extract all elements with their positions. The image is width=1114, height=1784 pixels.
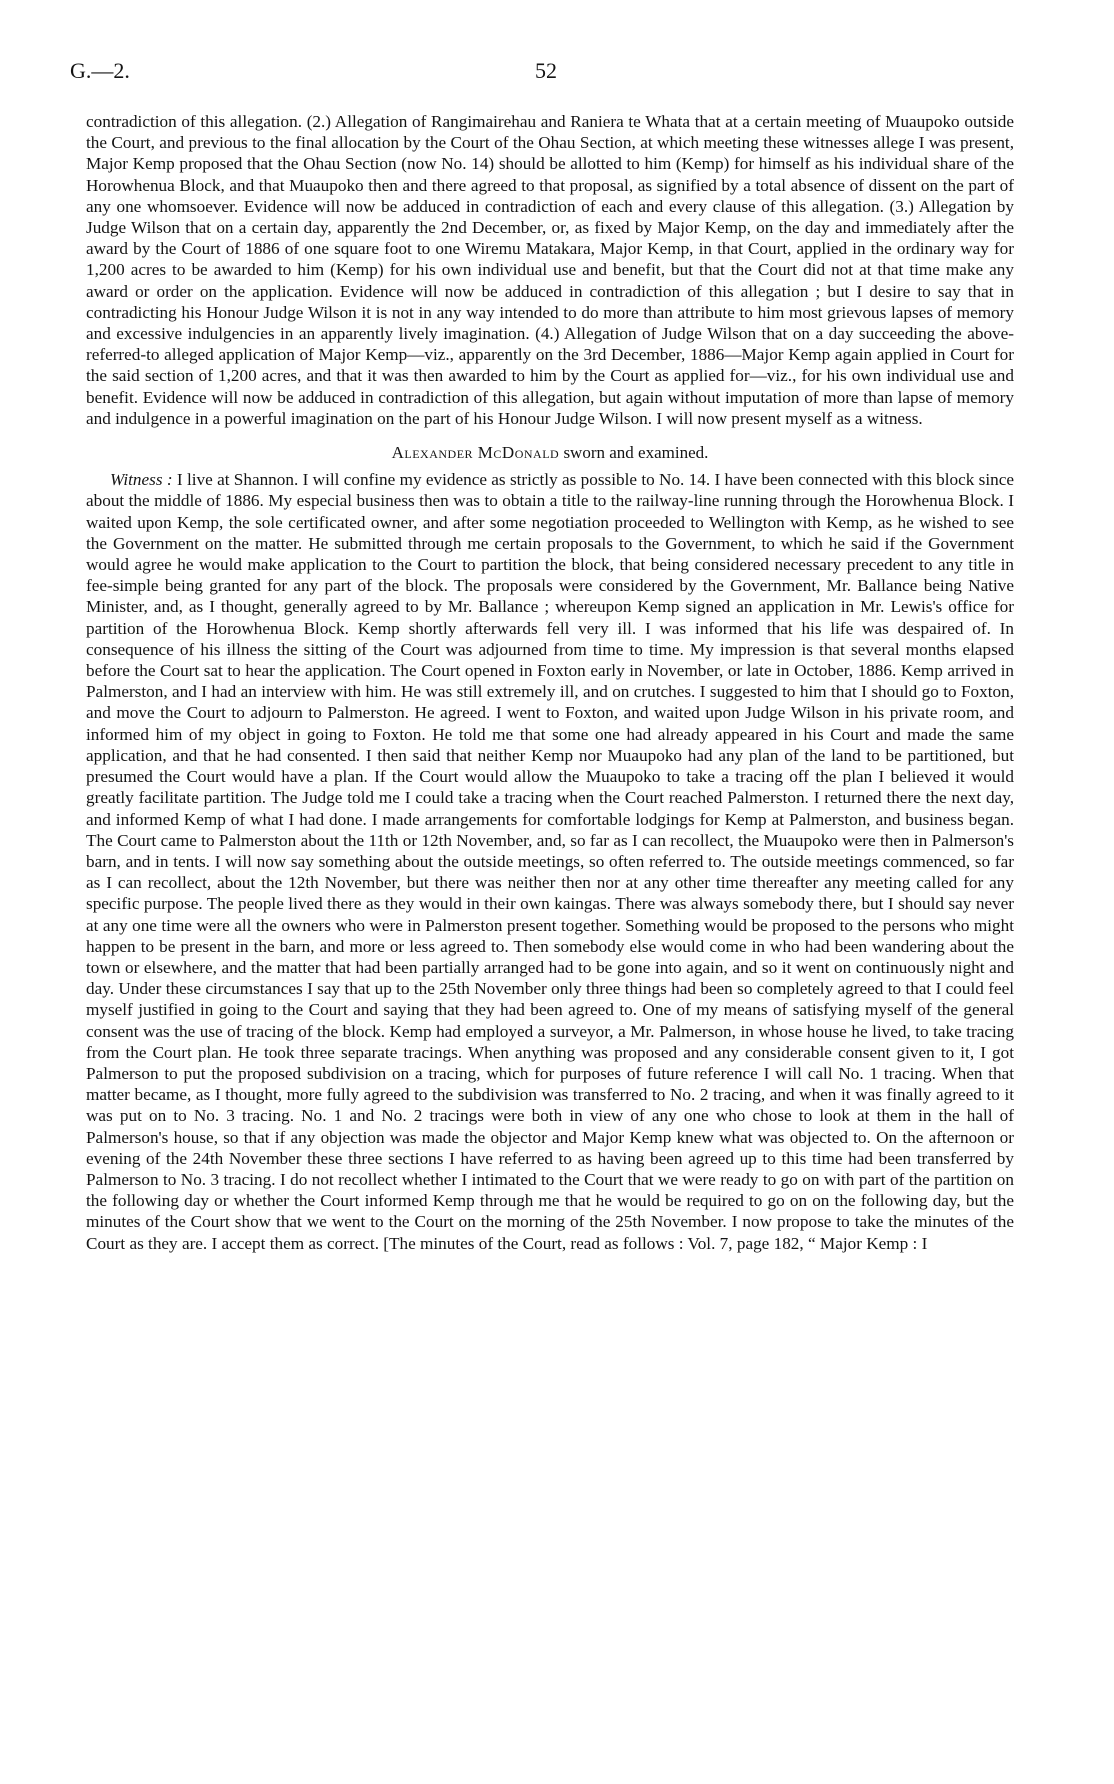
witness-heading-rest: sworn and examined.: [559, 443, 709, 463]
witness-label: Witness :: [110, 470, 173, 490]
witness-heading: [86, 442, 1014, 463]
page-body: [86, 111, 1014, 1254]
parliamentary-paper-ref: G.—2.: [70, 58, 130, 83]
page-number: 52: [535, 58, 557, 83]
witness-testimony: [86, 469, 1014, 1254]
opening-paragraph: contradiction of this allegation. (2.) Allegation of Rangimairehau and Raniera te Whata that at a certain meeting of Muaupoko outside the Court, and previous to the final allocation by the Court of the Ohau Section, at which meeting these witnesses allege I was present, Major Kemp proposed that the Ohau Section (now No. 14) should be allotted to him (Kemp) for himself as his individual share of the Horowhenua Block, and that Muaupoko then and there agreed to that proposal, as signified by a total absence of dissent on the part of any one whomsoever. Evidence will now be adduced in contradiction of each and every clause of this allegation. (3.) Allegation by Judge Wilson that on a certain day, apparently the 2nd December, or, as fixed by Major Kemp, on the day and immediately after the award by the Court of 1886 of one square foot to one Wiremu Matakara, Major Kemp, in that Court, applied in the ordinary way for 1,200 acres to be awarded to him (Kemp) for his own individual use and benefit, but that the Court did not at that time make any award or order on the application. Evidence will now be adduced in contradiction of this allegation ; but I desire to say that in contradicting his Honour Judge Wilson it is not in any way intended to do more than attribute to him most grievous lapses of memory and excessive indulgencies in an apparently lively imagination. (4.) Allegation of Judge Wilson that on a day succeeding the above-referred-to alleged application of Major Kemp—viz., apparently on the 3rd December, 1886—Major Kemp again applied in Court for the said section of 1,200 acres, and that it was then awarded to him by the Court as applied for—viz., for his own individual use and benefit. Evidence will now be adduced in contradiction of this allegation, but again without imputation of more than lapse of memory and indulgence in a powerful imagination on the part of his Honour Judge Wilson. I will now present myself as a witness.: [86, 112, 1014, 428]
witness-name: Alexander McDonald: [391, 443, 560, 463]
page-header: [70, 58, 1010, 88]
witness-testimony-text: I live at Shannon. I will confine my evidence as strictly as possible to No. 14. I have been connected with this block since about the middle of 1886. My especial business then was to obtain a title to the railway-line running through the Horowhenua Block. I waited upon Kemp, the sole certificated owner, and after some negotiation proceeded to Wellington with Kemp, as he wished to see the Government on the matter. He submitted through me certain proposals to the Government, to which he said if the Government would agree he would make application to the Court to partition the block, that being considered necessary precedent to any title in fee-simple being granted for any part of the block. The proposals were considered by the Government, Mr. Ballance being Native Minister, and, as I thought, generally agreed to by Mr. Ballance ; whereupon Kemp signed an application in Mr. Lewis's office for partition of the Horowhenua Block. Kemp shortly afterwards fell very ill. I was informed that his life was despaired of. In consequence of his illness the sitting of the Court was adjourned from time to time. My impression is that several months elapsed before the Court sat to hear the application. The Court opened in Foxton early in November, or late in October, 1886. Kemp arrived in Palmerston, and I had an interview with him. He was still extremely ill, and on crutches. I suggested to him that I should go to Foxton, and move the Court to adjourn to Palmerston. He agreed. I went to Foxton, and waited upon Judge Wilson in his private room, and informed him of my object in going to Foxton. He told me that some one had already appeared in his Court and made the same application, and that he had consented. I then said that neither Kemp nor Muaupoko had any plan of the land to be partitioned, but presumed the Court would have a plan. If the Court would allow the Muaupoko to take a tracing off the plan I believed it would greatly facilitate partition. The Judge told me I could take a tracing when the Court reached Palmerston. I returned there the next day, and informed Kemp of what I had done. I made arrangements for comfortable lodgings for Kemp at Palmerston, and business began. The Court came to Palmerston about the 11th or 12th November, and, so far as I can recollect, the Muaupoko were then in Palmerson's barn, and in tents. I will now say something about the outside meetings, so often referred to. The outside meetings commenced, so far as I can recollect, about the 12th November, but there was neither then nor at any other time thereafter any meeting called for any specific purpose. The people lived there as they would in their own kaingas. There was always somebody there, but I should say never at any one time were all the owners who were in Palmerston present together. Something would be proposed to the persons who might happen to be present in the barn, and more or less agreed to. Then somebody else would come in who had been wandering about the town or elsewhere, and the matter that had been partially arranged had to be gone into again, and so it went on continuously night and day. Under these circumstances I say that up to the 25th November only three things had been so completely agreed to that I could feel myself justified in going to the Court and saying that they had been agreed to. One of my means of satisfying myself of the general consent was the use of tracing of the block. Kemp had employed a surveyor, a Mr. Palmerson, in whose house he lived, to take tracing from the Court plan. He took three separate tracings. When anything was proposed and any considerable consent given to it, I got Palmerson to put the proposed subdivision on a tracing, which for purposes of future reference I will call No. 1 tracing. When that matter became, as I thought, more fully agreed to the subdivision was transferred to No. 2 tracing, and when it was finally agreed to it was put on to No. 3 tracing. No. 1 and No. 2 tracings were both in view of any one who chose to look at them in the hall of Palmerson's house, so that if any objection was made the objector and Major Kemp knew what was objected to. On the afternoon or evening of the 24th November these three sections I have referred to as having been agreed up to this time had been transferred by Palmerson to No. 3 tracing. I do not recollect whether I intimated to the Court that we were ready to go on with part of the partition on the following day or whether the Court informed Kemp through me that he would be required to go on on the following day, but the minutes of the Court show that we went to the Court on the morning of the 25th November. I now propose to take the minutes of the Court as they are. I accept them as correct. [The minutes of the Court, read as follows : Vol. 7, page 182, “ Major Kemp : I: [86, 470, 1014, 1253]
